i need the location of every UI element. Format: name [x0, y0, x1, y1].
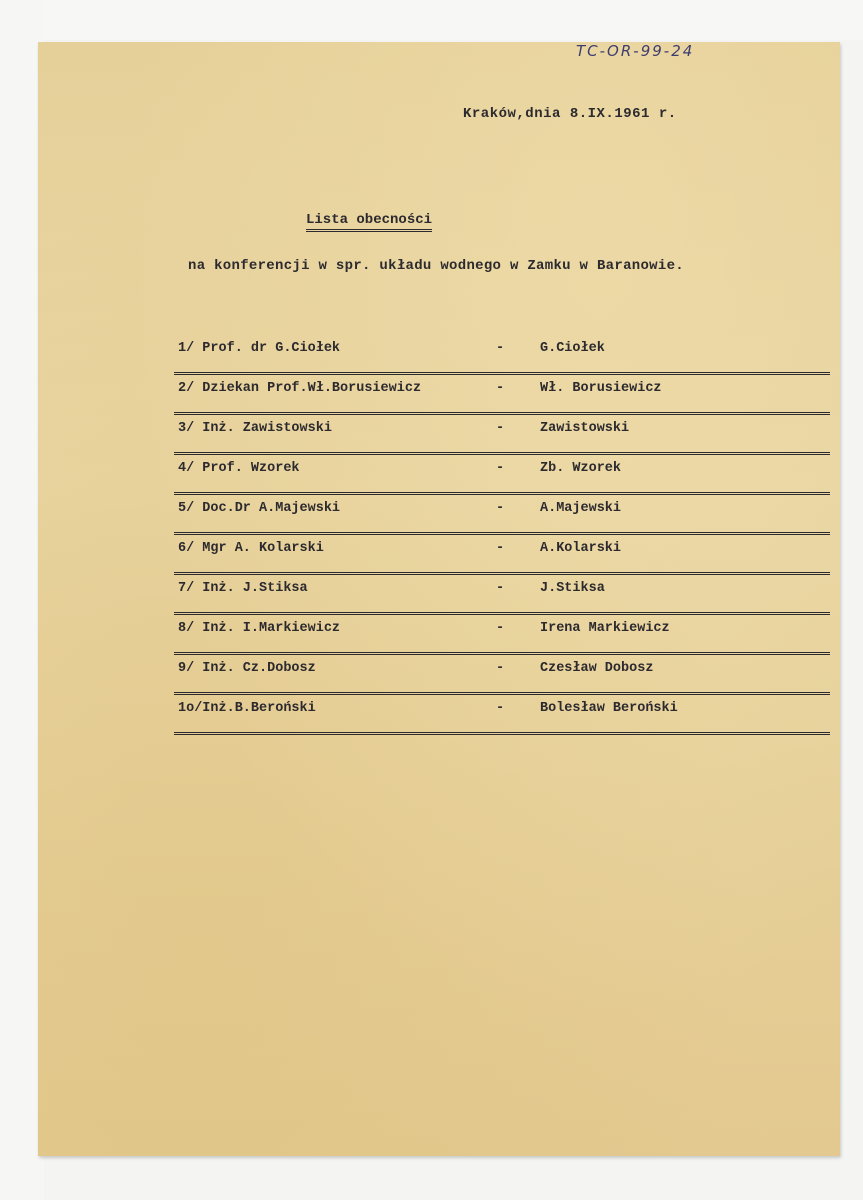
separator-dash: - — [496, 501, 505, 516]
attendance-list — [174, 335, 830, 735]
archive-mark: TC-OR-99-24 — [576, 42, 695, 60]
separator-dash: - — [496, 661, 505, 676]
attendee-name: 8/ Inż. I.Markiewicz — [178, 621, 341, 636]
attendee-signature: Wł. Borusiewicz — [540, 381, 662, 396]
attendee-name: 9/ Inż. Cz.Dobosz — [178, 661, 316, 676]
attendee-signature: A.Majewski — [540, 501, 622, 516]
attendee-signature: Irena Markiewicz — [540, 621, 670, 636]
list-row — [174, 375, 830, 415]
attendee-signature: Zawistowski — [540, 421, 630, 436]
attendee-signature: Zb. Wzorek — [540, 461, 622, 476]
list-row — [174, 495, 830, 535]
attendee-signature: J.Stiksa — [540, 581, 605, 596]
attendee-name: 1o/Inż.B.Beroński — [178, 701, 316, 716]
attendee-signature: A.Kolarski — [540, 541, 622, 556]
separator-dash: - — [496, 621, 505, 636]
list-row — [174, 695, 830, 735]
attendee-name: 4/ Prof. Wzorek — [178, 461, 300, 476]
document-page — [38, 42, 840, 1156]
separator-dash: - — [496, 541, 505, 556]
list-row — [174, 615, 830, 655]
separator-dash: - — [496, 341, 505, 356]
attendee-name: 2/ Dziekan Prof.Wł.Borusiewicz — [178, 381, 422, 396]
date-line: Kraków,dnia 8.IX.1961 r. — [463, 106, 677, 122]
separator-dash: - — [496, 701, 505, 716]
separator-dash: - — [496, 381, 505, 396]
document-title: Lista obecności — [306, 212, 432, 232]
scan-background — [0, 0, 863, 40]
document-subtitle: na konferencji w spr. układu wodnego w Zamku w Baranowie. — [188, 258, 684, 274]
list-row — [174, 415, 830, 455]
attendee-signature: G.Ciołek — [540, 341, 605, 356]
separator-dash: - — [496, 461, 505, 476]
separator-dash: - — [496, 421, 505, 436]
attendee-name: 3/ Inż. Zawistowski — [178, 421, 332, 436]
list-row — [174, 655, 830, 695]
attendee-name: 6/ Mgr A. Kolarski — [178, 541, 324, 556]
list-row — [174, 455, 830, 495]
separator-dash: - — [496, 581, 505, 596]
list-row — [174, 575, 830, 615]
attendee-name: 1/ Prof. dr G.Ciołek — [178, 341, 341, 356]
attendee-name: 5/ Doc.Dr A.Majewski — [178, 501, 341, 516]
attendee-name: 7/ Inż. J.Stiksa — [178, 581, 308, 596]
list-row — [174, 535, 830, 575]
attendee-signature: Czesław Dobosz — [540, 661, 654, 676]
list-row — [174, 335, 830, 375]
attendee-signature: Bolesław Beroński — [540, 701, 678, 716]
